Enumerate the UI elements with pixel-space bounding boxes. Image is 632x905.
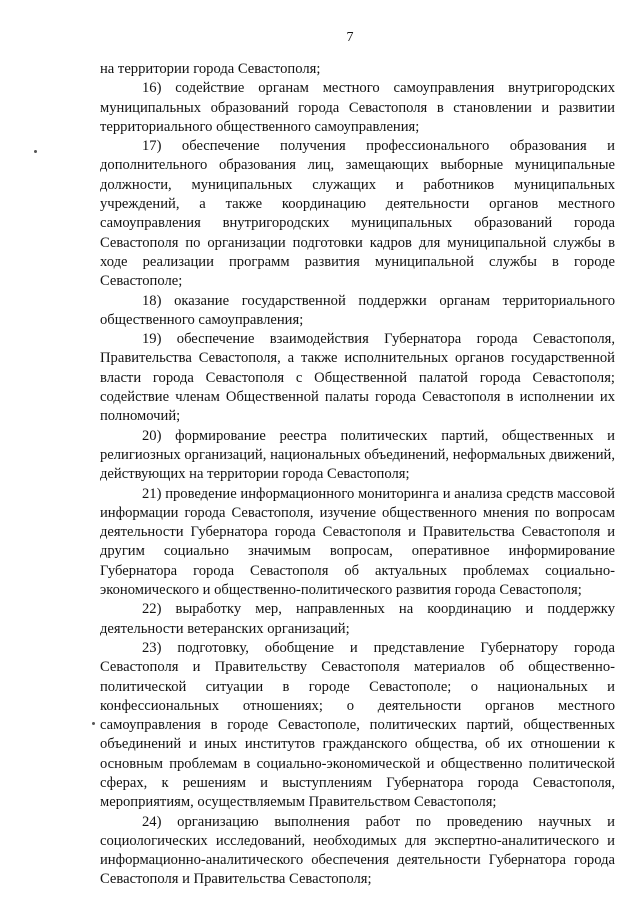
paragraph-continuation: на территории города Севастополя;	[100, 61, 321, 77]
list-item-16: 16) содействие органам местного самоуправления внутригородских муниципальных образований города Севастополя в становлении и развитии территориального общественного самоуправления;	[100, 80, 615, 135]
list-item-18: 18) оказание государственной поддержки органам территориального общественного самоуправления;	[100, 292, 615, 328]
list-item-22: 22) выработку мер, направленных на координацию и поддержку деятельности ветеранских организаций;	[100, 601, 615, 637]
scan-speck	[34, 150, 37, 153]
page-number: 7	[346, 30, 354, 45]
list-item-19: 19) обеспечение взаимодействия Губернатора города Севастополя, Правительства Севастополя, а также исполнительных органов государственной власти города Севастополя с Общественной палатой города Севастополя; содействие членам Общественной палаты города Севастополя в исполнении их полномочий;	[100, 331, 615, 425]
list-item-20: 20) формирование реестра политических партий, общественных и религиозных организаций, национальных объединений, неформальных движений, действующих на территории города Севастополя;	[100, 427, 615, 483]
list-item-23: 23) подготовку, обобщение и представление Губернатору города Севастополя и Правительству Севастополя материалов об общественно-политической ситуации в городе Севастополе; о национальных и конфессиональных отношениях; о деятельности органов местного самоуправления в городе Севастополе, политических партий, общественных объединений и иных институтов гражданского общества, об их отношении к основным проблемам в социально-экономической и общественно политической сферах, к решениям и выступлениям Губернатора города Севастополя, мероприятиям, осуществляемым Правительством Севастополя;	[100, 639, 615, 811]
list-item-21: 21) проведение информационного мониторинга и анализа средств массовой информации города Севастополя, изучение общественного мнения по вопросам деятельности Губернатора города Севастополя и Правительства Севастополя и другим социально значимым вопросам, оперативное информирование Губернатора города Севастополя об актуальных проблемах социально-экономического и общественно-политического развития города Севастополя;	[100, 485, 615, 599]
scan-speck	[92, 722, 95, 725]
document-body	[100, 60, 615, 890]
list-item-17: 17) обеспечение получения профессионального образования и дополнительного образования лиц, замещающих выборные муниципальные должности, муниципальных служащих и работников муниципальных учреждений, а также координацию деятельности органов местного самоуправления внутригородских муниципальных образований города Севастополя по организации подготовки кадров для муниципальной службы в ходе реализации программ развития муниципальной службы в городе Севастополе;	[100, 138, 615, 290]
list-item-24: 24) организацию выполнения работ по проведению научных и социологических исследований, необходимых для экспертно-аналитического и информационно-аналитического обеспечения деятельности Губернатора города Севастополя и Правительства Севастополя;	[100, 813, 615, 888]
